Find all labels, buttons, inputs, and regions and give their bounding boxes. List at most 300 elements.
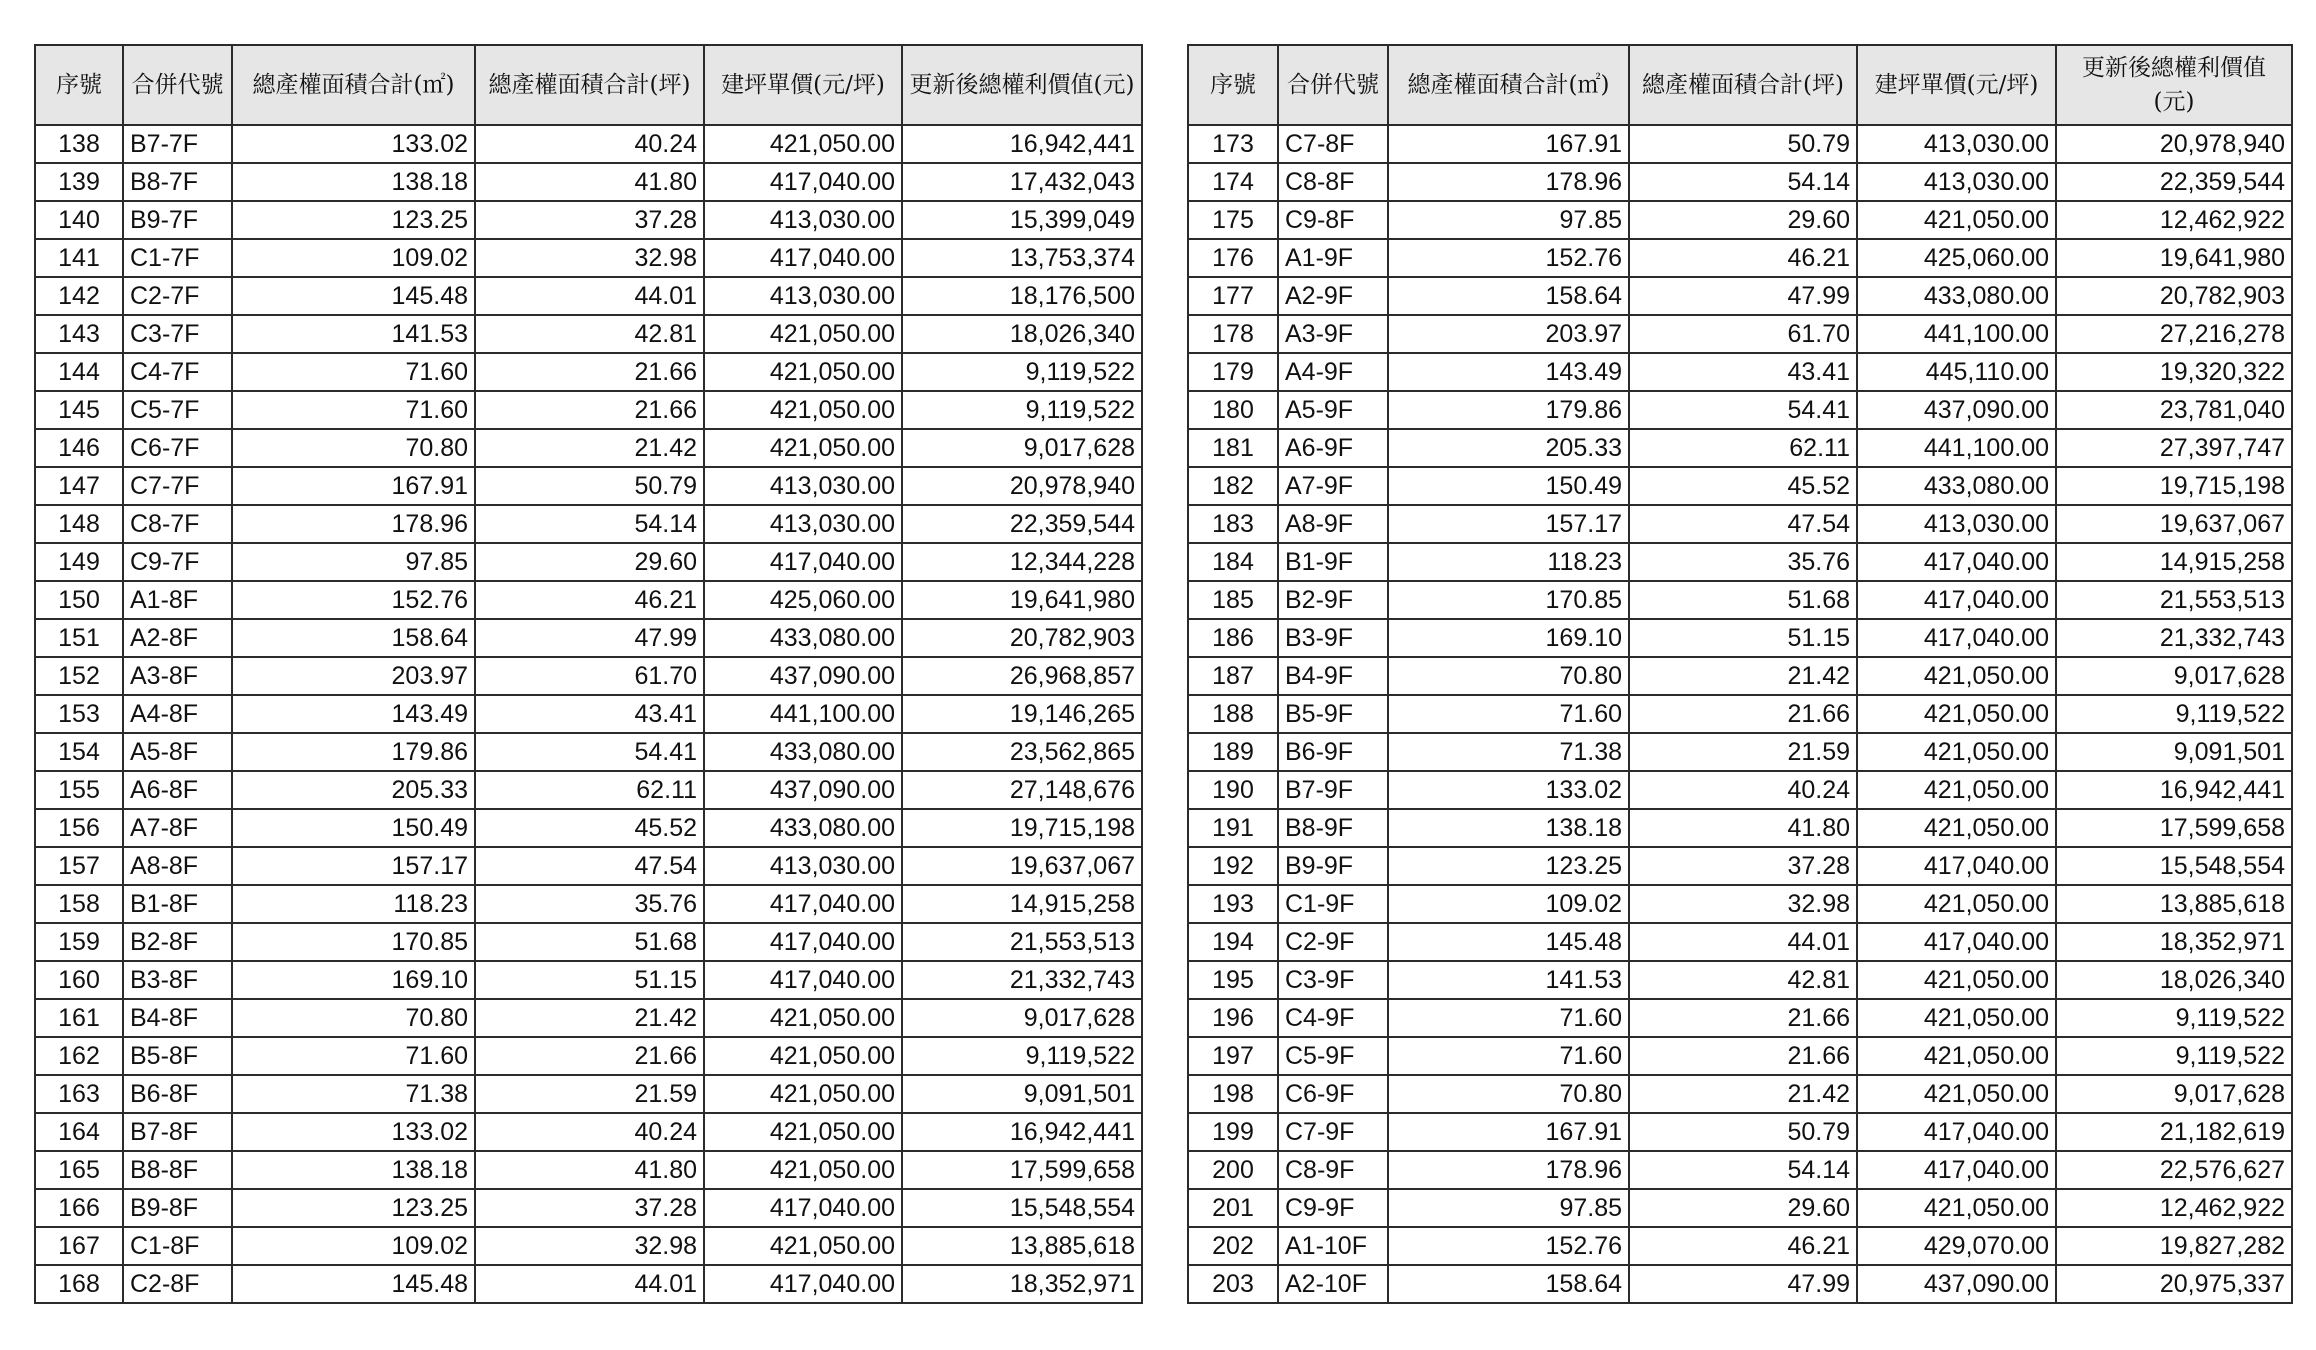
cell-code: C1-9F [1278,885,1388,923]
cell-total-value: 21,553,513 [902,923,1142,961]
cell-area-ping: 40.24 [475,1113,704,1151]
cell-total-value: 21,553,513 [2056,581,2292,619]
cell-unit-price: 433,080.00 [704,619,902,657]
cell-total-value: 9,119,522 [902,391,1142,429]
cell-area-sqm: 152.76 [232,581,475,619]
cell-seq: 193 [1188,885,1278,923]
table-row [1188,467,2292,505]
cell-area-ping: 21.66 [475,391,704,429]
header-seq: 序號 [1188,45,1278,125]
cell-area-sqm: 143.49 [1388,353,1629,391]
cell-area-sqm: 203.97 [232,657,475,695]
cell-seq: 147 [35,467,123,505]
cell-total-value: 19,827,282 [2056,1227,2292,1265]
cell-unit-price: 417,040.00 [1857,1113,2056,1151]
cell-area-ping: 47.99 [1629,277,1857,315]
cell-seq: 151 [35,619,123,657]
cell-unit-price: 433,080.00 [704,809,902,847]
cell-seq: 196 [1188,999,1278,1037]
cell-code: A6-8F [123,771,232,809]
table-row [1188,923,2292,961]
cell-area-ping: 50.79 [475,467,704,505]
cell-unit-price: 417,040.00 [704,1189,902,1227]
cell-area-sqm: 205.33 [232,771,475,809]
table-row [35,1151,1142,1189]
cell-area-sqm: 143.49 [232,695,475,733]
table-row [35,885,1142,923]
table-row [35,847,1142,885]
cell-unit-price: 413,030.00 [704,467,902,505]
cell-unit-price: 421,050.00 [704,1227,902,1265]
cell-area-ping: 44.01 [1629,923,1857,961]
cell-code: A6-9F [1278,429,1388,467]
cell-unit-price: 421,050.00 [1857,1037,2056,1075]
cell-total-value: 9,017,628 [902,429,1142,467]
header-code: 合併代號 [1278,45,1388,125]
right-table-header [1188,45,2292,125]
cell-unit-price: 421,050.00 [1857,1075,2056,1113]
cell-total-value: 16,942,441 [902,125,1142,163]
header-area-ping: 總產權面積合計(坪) [1629,45,1857,125]
table-row [35,1037,1142,1075]
cell-area-ping: 54.41 [1629,391,1857,429]
cell-area-ping: 35.76 [475,885,704,923]
cell-total-value: 19,641,980 [902,581,1142,619]
cell-code: C2-7F [123,277,232,315]
table-row [35,277,1142,315]
cell-unit-price: 433,080.00 [1857,277,2056,315]
cell-seq: 167 [35,1227,123,1265]
cell-seq: 189 [1188,733,1278,771]
cell-area-sqm: 71.60 [1388,695,1629,733]
cell-seq: 139 [35,163,123,201]
cell-unit-price: 421,050.00 [1857,961,2056,999]
cell-seq: 140 [35,201,123,239]
cell-area-ping: 50.79 [1629,125,1857,163]
cell-code: C3-7F [123,315,232,353]
cell-total-value: 19,715,198 [902,809,1142,847]
cell-area-sqm: 118.23 [232,885,475,923]
table-row [35,1113,1142,1151]
cell-area-ping: 21.42 [1629,657,1857,695]
cell-seq: 182 [1188,467,1278,505]
cell-area-ping: 41.80 [475,163,704,201]
cell-total-value: 22,576,627 [2056,1151,2292,1189]
cell-area-ping: 29.60 [1629,1189,1857,1227]
cell-seq: 177 [1188,277,1278,315]
cell-seq: 141 [35,239,123,277]
table-row [1188,429,2292,467]
cell-total-value: 18,176,500 [902,277,1142,315]
cell-unit-price: 417,040.00 [1857,847,2056,885]
cell-code: A2-8F [123,619,232,657]
header-area-sqm: 總產權面積合計(㎡) [232,45,475,125]
cell-seq: 156 [35,809,123,847]
header-unit-price: 建坪單價(元/坪) [1857,45,2056,125]
cell-seq: 146 [35,429,123,467]
cell-code: B4-9F [1278,657,1388,695]
cell-area-sqm: 138.18 [232,1151,475,1189]
cell-seq: 159 [35,923,123,961]
table-row [35,543,1142,581]
cell-area-sqm: 138.18 [1388,809,1629,847]
cell-seq: 187 [1188,657,1278,695]
cell-total-value: 13,753,374 [902,239,1142,277]
table-row [35,733,1142,771]
cell-area-sqm: 109.02 [232,1227,475,1265]
cell-code: C6-9F [1278,1075,1388,1113]
cell-seq: 180 [1188,391,1278,429]
cell-total-value: 9,119,522 [2056,999,2292,1037]
table-row [35,961,1142,999]
cell-total-value: 18,352,971 [2056,923,2292,961]
cell-area-sqm: 71.38 [1388,733,1629,771]
cell-area-ping: 29.60 [475,543,704,581]
cell-unit-price: 437,090.00 [704,657,902,695]
cell-unit-price: 421,050.00 [704,315,902,353]
table-row [35,1189,1142,1227]
cell-seq: 174 [1188,163,1278,201]
cell-total-value: 27,148,676 [902,771,1142,809]
cell-area-ping: 54.14 [1629,163,1857,201]
cell-seq: 201 [1188,1189,1278,1227]
table-row [1188,353,2292,391]
cell-unit-price: 417,040.00 [1857,543,2056,581]
cell-area-sqm: 97.85 [1388,201,1629,239]
table-row [1188,201,2292,239]
table-row [35,429,1142,467]
cell-unit-price: 429,070.00 [1857,1227,2056,1265]
left-table [34,44,1143,1304]
cell-area-sqm: 109.02 [1388,885,1629,923]
cell-total-value: 20,978,940 [2056,125,2292,163]
table-row [1188,277,2292,315]
cell-unit-price: 421,050.00 [704,1075,902,1113]
cell-code: C1-7F [123,239,232,277]
cell-area-ping: 51.15 [475,961,704,999]
cell-code: A4-9F [1278,353,1388,391]
cell-area-ping: 41.80 [1629,809,1857,847]
cell-total-value: 9,017,628 [2056,1075,2292,1113]
table-row [35,163,1142,201]
cell-code: A2-10F [1278,1265,1388,1303]
cell-seq: 179 [1188,353,1278,391]
table-row [35,467,1142,505]
cell-unit-price: 421,050.00 [704,1037,902,1075]
table-row [1188,581,2292,619]
header-seq: 序號 [35,45,123,125]
header-area-ping: 總產權面積合計(坪) [475,45,704,125]
cell-seq: 173 [1188,125,1278,163]
table-row [1188,505,2292,543]
cell-seq: 198 [1188,1075,1278,1113]
cell-total-value: 18,352,971 [902,1265,1142,1303]
cell-area-ping: 21.66 [1629,999,1857,1037]
cell-seq: 154 [35,733,123,771]
cell-total-value: 9,119,522 [902,353,1142,391]
cell-code: B5-8F [123,1037,232,1075]
cell-area-sqm: 123.25 [232,201,475,239]
cell-total-value: 20,782,903 [2056,277,2292,315]
cell-area-sqm: 157.17 [232,847,475,885]
cell-total-value: 23,781,040 [2056,391,2292,429]
cell-code: B7-7F [123,125,232,163]
cell-area-ping: 47.99 [475,619,704,657]
cell-code: B9-7F [123,201,232,239]
cell-area-sqm: 70.80 [1388,657,1629,695]
cell-area-sqm: 169.10 [232,961,475,999]
table-row [1188,999,2292,1037]
table-row [1188,1151,2292,1189]
cell-code: B3-9F [1278,619,1388,657]
table-row [35,581,1142,619]
cell-area-sqm: 70.80 [232,999,475,1037]
cell-seq: 184 [1188,543,1278,581]
cell-code: B7-8F [123,1113,232,1151]
cell-unit-price: 437,090.00 [1857,391,2056,429]
cell-seq: 185 [1188,581,1278,619]
cell-total-value: 19,320,322 [2056,353,2292,391]
cell-code: C9-7F [123,543,232,581]
cell-total-value: 27,216,278 [2056,315,2292,353]
cell-area-sqm: 138.18 [232,163,475,201]
cell-area-sqm: 158.64 [232,619,475,657]
cell-code: A7-9F [1278,467,1388,505]
cell-unit-price: 421,050.00 [704,391,902,429]
cell-area-ping: 54.14 [1629,1151,1857,1189]
cell-area-ping: 21.59 [1629,733,1857,771]
cell-area-ping: 40.24 [1629,771,1857,809]
header-area-sqm: 總產權面積合計(㎡) [1388,45,1629,125]
table-row [35,239,1142,277]
cell-area-sqm: 123.25 [232,1189,475,1227]
table-row [35,923,1142,961]
cell-area-sqm: 152.76 [1388,239,1629,277]
cell-seq: 197 [1188,1037,1278,1075]
cell-seq: 181 [1188,429,1278,467]
cell-code: C8-8F [1278,163,1388,201]
cell-area-sqm: 123.25 [1388,847,1629,885]
table-row [35,1075,1142,1113]
cell-area-sqm: 141.53 [1388,961,1629,999]
cell-seq: 142 [35,277,123,315]
table-row [1188,1227,2292,1265]
left-table-header [35,45,1142,125]
cell-area-sqm: 97.85 [1388,1189,1629,1227]
table-row [35,657,1142,695]
cell-code: A4-8F [123,695,232,733]
cell-total-value: 21,182,619 [2056,1113,2292,1151]
cell-code: B6-9F [1278,733,1388,771]
cell-total-value: 19,641,980 [2056,239,2292,277]
cell-code: C8-9F [1278,1151,1388,1189]
table-row [35,695,1142,733]
table-row [35,1265,1142,1303]
cell-total-value: 17,432,043 [902,163,1142,201]
cell-area-sqm: 70.80 [1388,1075,1629,1113]
cell-seq: 155 [35,771,123,809]
cell-area-ping: 47.54 [475,847,704,885]
cell-code: C4-9F [1278,999,1388,1037]
cell-area-sqm: 70.80 [232,429,475,467]
cell-area-sqm: 71.60 [232,391,475,429]
cell-unit-price: 421,050.00 [704,353,902,391]
cell-area-sqm: 179.86 [232,733,475,771]
cell-unit-price: 413,030.00 [704,505,902,543]
cell-seq: 149 [35,543,123,581]
cell-seq: 176 [1188,239,1278,277]
cell-area-ping: 37.28 [1629,847,1857,885]
cell-total-value: 16,942,441 [2056,771,2292,809]
cell-area-sqm: 71.60 [1388,999,1629,1037]
cell-total-value: 21,332,743 [902,961,1142,999]
cell-code: B6-8F [123,1075,232,1113]
cell-area-ping: 54.14 [475,505,704,543]
cell-total-value: 22,359,544 [2056,163,2292,201]
cell-code: A3-8F [123,657,232,695]
cell-area-ping: 40.24 [475,125,704,163]
cell-area-sqm: 167.91 [1388,125,1629,163]
cell-code: B5-9F [1278,695,1388,733]
cell-area-sqm: 71.60 [232,1037,475,1075]
cell-unit-price: 437,090.00 [704,771,902,809]
cell-code: B3-8F [123,961,232,999]
table-row [1188,543,2292,581]
header-total-value: 更新後總權利價值(元) [902,45,1142,125]
cell-code: C2-8F [123,1265,232,1303]
cell-area-sqm: 97.85 [232,543,475,581]
cell-unit-price: 433,080.00 [704,733,902,771]
cell-unit-price: 421,050.00 [704,429,902,467]
left-table-body [35,125,1142,1303]
cell-area-sqm: 150.49 [232,809,475,847]
table-row [1188,885,2292,923]
cell-code: B7-9F [1278,771,1388,809]
cell-unit-price: 421,050.00 [1857,201,2056,239]
cell-code: B4-8F [123,999,232,1037]
cell-unit-price: 417,040.00 [1857,923,2056,961]
cell-unit-price: 421,050.00 [1857,733,2056,771]
cell-seq: 178 [1188,315,1278,353]
cell-area-sqm: 71.60 [232,353,475,391]
cell-total-value: 22,359,544 [902,505,1142,543]
cell-total-value: 18,026,340 [2056,961,2292,999]
table-row [35,353,1142,391]
cell-seq: 192 [1188,847,1278,885]
cell-seq: 199 [1188,1113,1278,1151]
cell-unit-price: 413,030.00 [704,277,902,315]
cell-unit-price: 425,060.00 [1857,239,2056,277]
header-code: 合併代號 [123,45,232,125]
cell-area-ping: 29.60 [1629,201,1857,239]
cell-unit-price: 417,040.00 [704,961,902,999]
cell-seq: 153 [35,695,123,733]
cell-area-sqm: 133.02 [232,1113,475,1151]
cell-total-value: 9,119,522 [2056,695,2292,733]
table-row [1188,771,2292,809]
cell-unit-price: 421,050.00 [1857,1189,2056,1227]
cell-code: B8-9F [1278,809,1388,847]
table-row [1188,619,2292,657]
table-row [35,125,1142,163]
cell-code: A5-8F [123,733,232,771]
cell-area-ping: 46.21 [1629,1227,1857,1265]
cell-code: C7-9F [1278,1113,1388,1151]
table-row [1188,961,2292,999]
cell-code: C9-8F [1278,201,1388,239]
cell-area-sqm: 141.53 [232,315,475,353]
cell-total-value: 13,885,618 [2056,885,2292,923]
cell-total-value: 12,462,922 [2056,201,2292,239]
cell-area-ping: 37.28 [475,201,704,239]
cell-unit-price: 421,050.00 [1857,809,2056,847]
cell-area-ping: 21.42 [475,429,704,467]
cell-unit-price: 425,060.00 [704,581,902,619]
cell-unit-price: 417,040.00 [704,885,902,923]
cell-total-value: 14,915,258 [902,885,1142,923]
table-row [35,315,1142,353]
cell-seq: 202 [1188,1227,1278,1265]
cell-seq: 145 [35,391,123,429]
cell-total-value: 15,548,554 [902,1189,1142,1227]
cell-area-ping: 42.81 [1629,961,1857,999]
cell-unit-price: 441,100.00 [1857,429,2056,467]
cell-area-ping: 41.80 [475,1151,704,1189]
cell-code: B1-9F [1278,543,1388,581]
header-unit-price: 建坪單價(元/坪) [704,45,902,125]
cell-code: C9-9F [1278,1189,1388,1227]
cell-area-sqm: 203.97 [1388,315,1629,353]
table-row [1188,1037,2292,1075]
cell-area-sqm: 71.60 [1388,1037,1629,1075]
table-row [1188,695,2292,733]
table-row [1188,1075,2292,1113]
cell-total-value: 19,146,265 [902,695,1142,733]
cell-area-ping: 61.70 [475,657,704,695]
cell-area-ping: 54.41 [475,733,704,771]
cell-total-value: 9,091,501 [2056,733,2292,771]
cell-unit-price: 413,030.00 [1857,163,2056,201]
table-row [35,505,1142,543]
right-table [1187,44,2293,1304]
cell-area-ping: 21.66 [1629,695,1857,733]
cell-code: C7-7F [123,467,232,505]
cell-area-ping: 21.66 [1629,1037,1857,1075]
cell-seq: 168 [35,1265,123,1303]
table-row [1188,809,2292,847]
table-row [1188,239,2292,277]
cell-unit-price: 413,030.00 [1857,125,2056,163]
cell-seq: 194 [1188,923,1278,961]
table-row [1188,847,2292,885]
cell-total-value: 9,017,628 [2056,657,2292,695]
cell-area-sqm: 152.76 [1388,1227,1629,1265]
cell-area-ping: 50.79 [1629,1113,1857,1151]
header-total-value: 更新後總權利價值(元) [2056,45,2292,125]
cell-total-value: 15,399,049 [902,201,1142,239]
cell-unit-price: 417,040.00 [704,543,902,581]
right-table-body [1188,125,2292,1303]
cell-unit-price: 421,050.00 [1857,695,2056,733]
cell-area-ping: 21.42 [475,999,704,1037]
cell-seq: 150 [35,581,123,619]
cell-code: A1-9F [1278,239,1388,277]
cell-unit-price: 417,040.00 [704,239,902,277]
cell-code: B9-8F [123,1189,232,1227]
cell-code: B9-9F [1278,847,1388,885]
cell-area-sqm: 157.17 [1388,505,1629,543]
cell-total-value: 12,462,922 [2056,1189,2292,1227]
